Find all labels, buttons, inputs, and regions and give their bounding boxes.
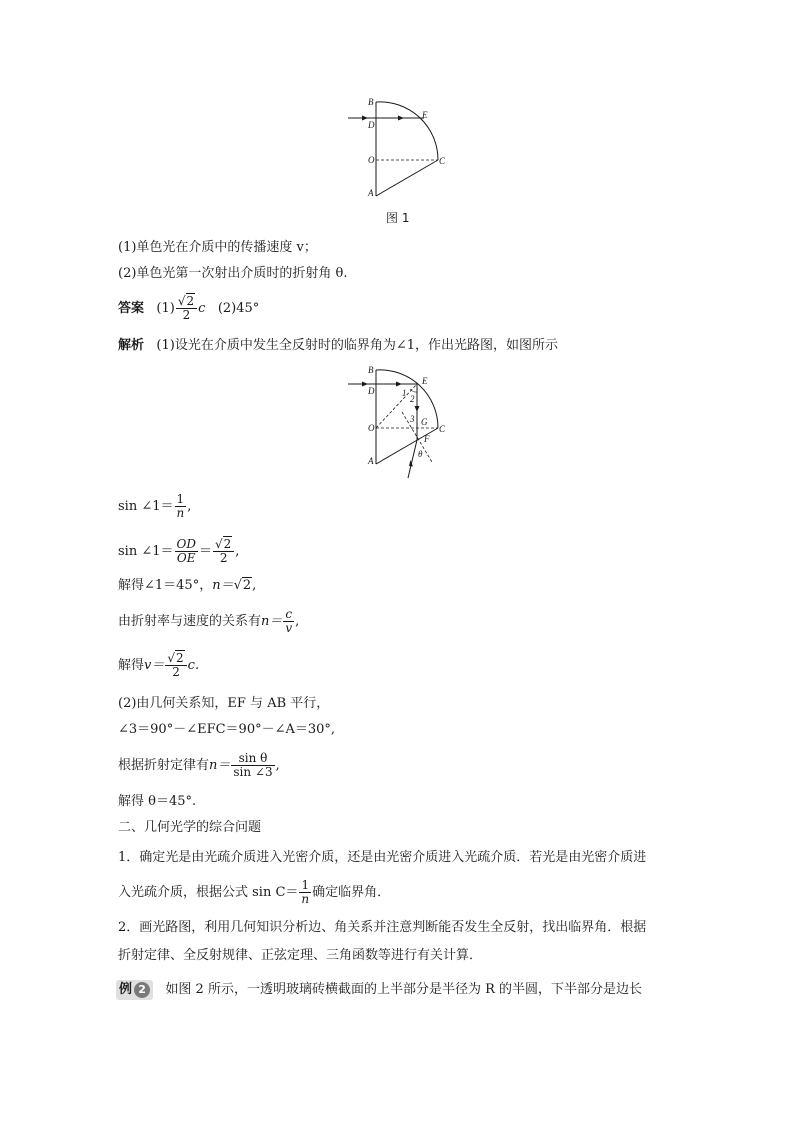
answer-part1-fraction: $\frac{√2}{2}$ [176, 295, 197, 322]
analysis-label: 解析 [118, 338, 145, 353]
fig2-label-O: O [368, 423, 375, 433]
figure-2 [340, 362, 460, 480]
example-badge: 例 2 [116, 980, 153, 1000]
figure-1 [340, 92, 460, 204]
section-p1-line1: 1．确定光是由光疏介质进入光密介质，还是由光密介质进入光疏介质．若光是由光密介质进 [118, 850, 647, 865]
fig2-label-3: 3 [410, 414, 415, 424]
example-line [116, 980, 642, 1000]
section-p2-line1: 2．画光路图，利用几何知识分析边、角关系并注意判断能否发生全反射，找出临界角．根据 [118, 920, 647, 935]
analysis-text: (1)设光在介质中发生全反射时的临界角为∠1，作出光路图，如图所示 [156, 338, 559, 353]
fig2-label-E: E [422, 376, 428, 386]
fig1-label-O: O [368, 155, 375, 165]
fig2-label-B: B [368, 365, 374, 375]
fig2-label-C: C [439, 424, 446, 434]
section-heading: 二、几何光学的综合问题 [118, 820, 262, 835]
fig2-label-2: 2 [410, 394, 415, 404]
answer-line [118, 292, 259, 326]
fig2-label-D: D [368, 386, 375, 396]
fig1-label-A: A [368, 188, 374, 198]
answer-part2: (2)45° [217, 301, 260, 316]
fig2-label-G: G [421, 417, 428, 427]
figure-1-caption: 图 1 [386, 211, 410, 225]
equation-3: 解得∠1＝45°，n＝√2, [118, 578, 257, 593]
fig1-label-B: B [368, 97, 374, 107]
equation-1: sin ∠1＝ $\frac{1}{n}$ , [118, 492, 192, 520]
fig2-label-A: A [368, 456, 374, 466]
answer-part1-prefix: (1) [156, 301, 175, 316]
question-1: (1)单色光在介质中的传播速度 v； [118, 240, 317, 255]
analysis-line [118, 338, 558, 354]
section-p1-line2: 入光疏介质，根据公式 sin C＝ $\frac{1}{n}$ 确定临界角． [118, 878, 391, 906]
equation-6: (2)由几何关系知，EF 与 AB 平行， [118, 696, 330, 711]
section-p2-line2: 折射定律、全反射规律、正弦定理、三角函数等进行有关计算． [118, 948, 483, 963]
equation-9: 解得 θ＝45°. [118, 794, 197, 809]
fig2-label-1: 1 [402, 388, 407, 398]
equation-8: 根据折射定律有n＝ $\frac{\text{sin θ}}{\sin \angle 3}$ , [118, 751, 280, 779]
example-text: 如图 2 所示，一透明玻璃砖横截面的上半部分是半径为 R 的半圆，下半部分是边长 [165, 982, 643, 997]
fig1-label-D: D [368, 120, 375, 130]
equation-2: sin ∠1＝ $\frac{OD}{OE}$ ＝ $\frac{√2}{2}$ , [118, 537, 240, 565]
fig1-label-E: E [422, 110, 428, 120]
fig1-label-C: C [439, 156, 446, 166]
question-2: (2)单色光第一次射出介质时的折射角 θ. [118, 266, 348, 281]
fig2-label-theta: θ [418, 449, 423, 459]
equation-7: ∠3＝90°－∠EFC＝90°－∠A＝30°, [118, 722, 336, 737]
equation-4: 由折射率与速度的关系有n＝ $\frac{c}{v}$ , [118, 607, 300, 635]
fig2-label-F: F [424, 434, 430, 444]
answer-label: 答案 [118, 301, 145, 316]
answer-part1-suffix: c [198, 301, 206, 316]
equation-5: 解得v＝ $\frac{√2}{2}$ c. [118, 651, 200, 679]
